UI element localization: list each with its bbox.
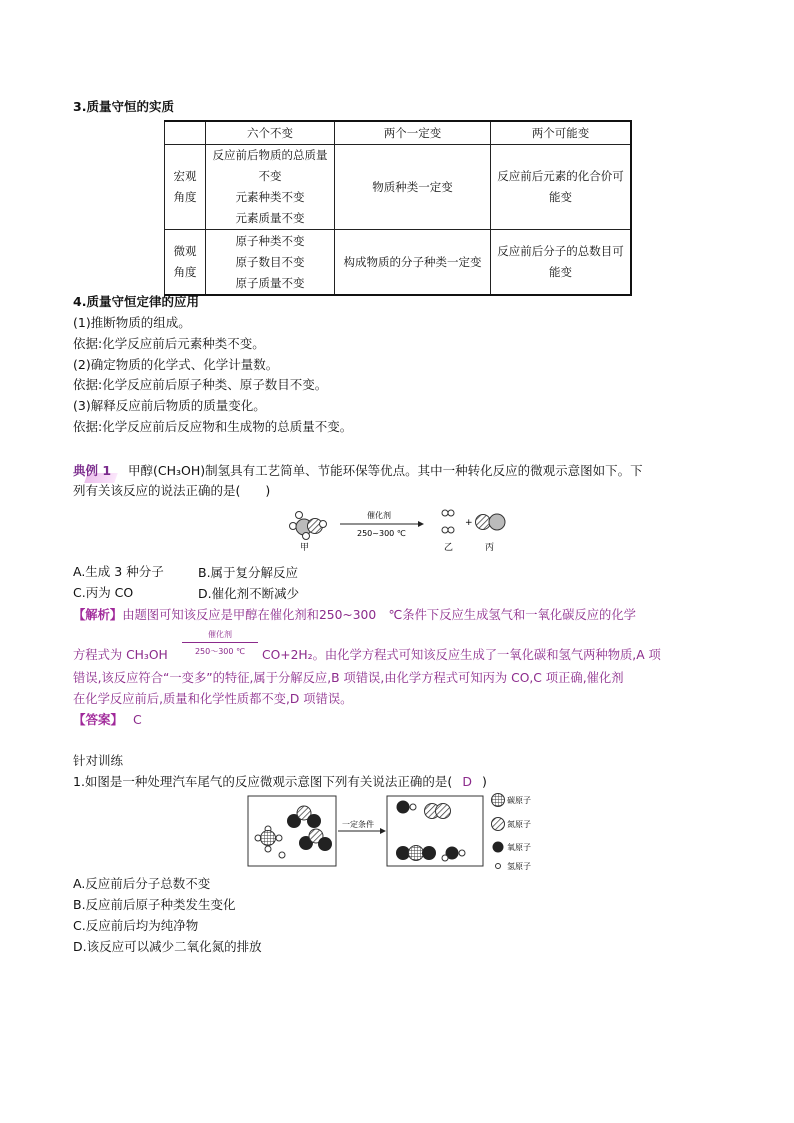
hydrogen-molecules-icon (442, 510, 454, 533)
section-4-heading: 4.质量守恒定律的应用 (73, 294, 199, 309)
legend-oxygen (493, 842, 532, 853)
analysis-line-4: 在化学反应前后,质量和化学性质都不变,D 项错误。 (73, 692, 353, 706)
training-q1-answer: D (462, 774, 472, 789)
micro-unchanged-cell: 原子种类不变 原子数目不变 原子质量不变 (206, 230, 335, 296)
table-header-two-changed: 两个一定变 (335, 121, 491, 145)
micro-maybe-cell: 反应前后分子的总数目可 能变 (491, 230, 632, 296)
example-option-c: C.丙为 CO (73, 585, 134, 600)
table-header-two-maybe: 两个可能变 (491, 121, 632, 145)
macro-maybe-cell: 反应前后元素的化合价可 能变 (491, 145, 632, 230)
section-3-heading: 3.质量守恒的实质 (73, 99, 174, 114)
equation-condition-top: 催化剂 (208, 630, 232, 639)
training-heading: 针对训练 (73, 753, 124, 768)
arrow-catalyst-label: 催化剂 (367, 511, 391, 520)
analysis-line-2: CO+2H₂。由化学方程式可知该反应生成了一氧化碳和氢气两种物质,A 项 (262, 648, 661, 662)
training-option-b: B.反应前后原子种类发生变化 (73, 897, 236, 912)
label-jia: 甲 (300, 543, 310, 553)
legend-nitrogen (492, 818, 532, 831)
reactants-box (248, 796, 336, 866)
svg-text:氧原子: 氧原子 (507, 843, 531, 852)
arrow-condition-label: 250~300 ℃ (357, 529, 406, 538)
equation-condition-bottom: 250～300 ℃ (194, 647, 246, 656)
table-header-empty (165, 121, 206, 145)
section-4-line-5: (3)解释反应前后物质的质量变化。 (73, 398, 266, 413)
equation-arrow-line (182, 642, 258, 643)
analysis-line-1: 【解析】由题图可知该反应是甲醇在催化剂和250~300 ℃条件下反应生成氢气和一氧化碳反应的化学 (73, 608, 636, 622)
legend-carbon (492, 794, 532, 807)
row-label-micro: 微观 角度 (165, 230, 206, 296)
macro-changed-cell: 物质种类一定变 (335, 145, 491, 230)
methanol-reaction-diagram (282, 504, 522, 556)
analysis-tag: 【解析】 (73, 608, 123, 622)
svg-text:碳原子: 碳原子 (507, 796, 531, 805)
section-4-line-1: (1)推断物质的组成。 (73, 315, 191, 330)
analysis-equation-prefix: 方程式为 CH₃OH (73, 648, 168, 662)
label-bing: 丙 (485, 543, 495, 553)
section-4-line-2: 依据:化学反应前后元素种类不变。 (73, 336, 265, 351)
table-row-micro (165, 230, 632, 296)
arrow-head-icon (418, 521, 424, 527)
analysis-line-3: 错误,该反应符合“一变多”的特征,属于分解反应,B 项错误,由化学方程式可知丙为 CO,C 项正确,催化剂 (73, 671, 624, 685)
example-question-line-2: 列有关该反应的说法正确的是( ) (73, 483, 271, 498)
row-label-macro: 宏观 角度 (165, 145, 206, 230)
hydrogen-atom-icon (496, 864, 501, 869)
example-option-b: B.属于复分解反应 (198, 565, 299, 580)
example-question-line-1: 甲醇(CH₃OH)制氢具有工艺简单、节能环保等优点。其中一种转化反应的微观示意图如下。下 (128, 463, 643, 478)
example-label: 典例 1 (73, 463, 112, 478)
micro-changed-cell: 构成物质的分子种类一定变 (335, 230, 491, 296)
section-4-line-3: (2)确定物质的化学式、化学计量数。 (73, 357, 279, 372)
training-question-1: 1.如图是一种处理汽车尾气的反应微观示意图下列有关说法正确的是( D ) (73, 774, 487, 789)
label-yi: 乙 (444, 543, 454, 553)
training-option-a: A.反应前后分子总数不变 (73, 876, 211, 891)
answer-value: C (133, 712, 142, 727)
table-header-six-unchanged: 六个不变 (206, 121, 335, 145)
example-option-a: A.生成 3 种分子 (73, 564, 164, 579)
conservation-table (164, 120, 632, 296)
training-option-d: D.该反应可以减少二氧化氮的排放 (73, 939, 262, 954)
training-option-c: C.反应前后均为纯净物 (73, 918, 199, 933)
plus-sign: + (465, 518, 473, 528)
table-row-macro (165, 145, 632, 230)
example-option-d: D.催化剂不断减少 (198, 586, 300, 601)
exhaust-reaction-diagram (246, 790, 562, 874)
section-4-line-4: 依据:化学反应前后原子种类、原子数目不变。 (73, 377, 328, 392)
macro-unchanged-cell: 反应前后物质的总质量 不变 元素种类不变 元素质量不变 (206, 145, 335, 230)
condition-label: 一定条件 (342, 820, 374, 829)
legend-hydrogen (496, 861, 532, 871)
answer-tag: 【答案】 (73, 712, 124, 727)
section-4-line-6: 依据:化学反应前后反应物和生成物的总质量不变。 (73, 419, 353, 434)
nitrogen-atom-icon (492, 818, 505, 831)
oxygen-atom-icon (493, 842, 504, 853)
table-header-row (165, 121, 632, 145)
carbon-monoxide-molecule-icon (476, 514, 506, 530)
carbon-atom-icon (492, 794, 505, 807)
training-arrow-head-icon (380, 828, 386, 834)
methanol-molecule-icon (290, 512, 327, 540)
answer-line (73, 710, 142, 728)
svg-text:氮原子: 氮原子 (507, 820, 531, 829)
svg-text:氢原子: 氢原子 (507, 862, 531, 871)
